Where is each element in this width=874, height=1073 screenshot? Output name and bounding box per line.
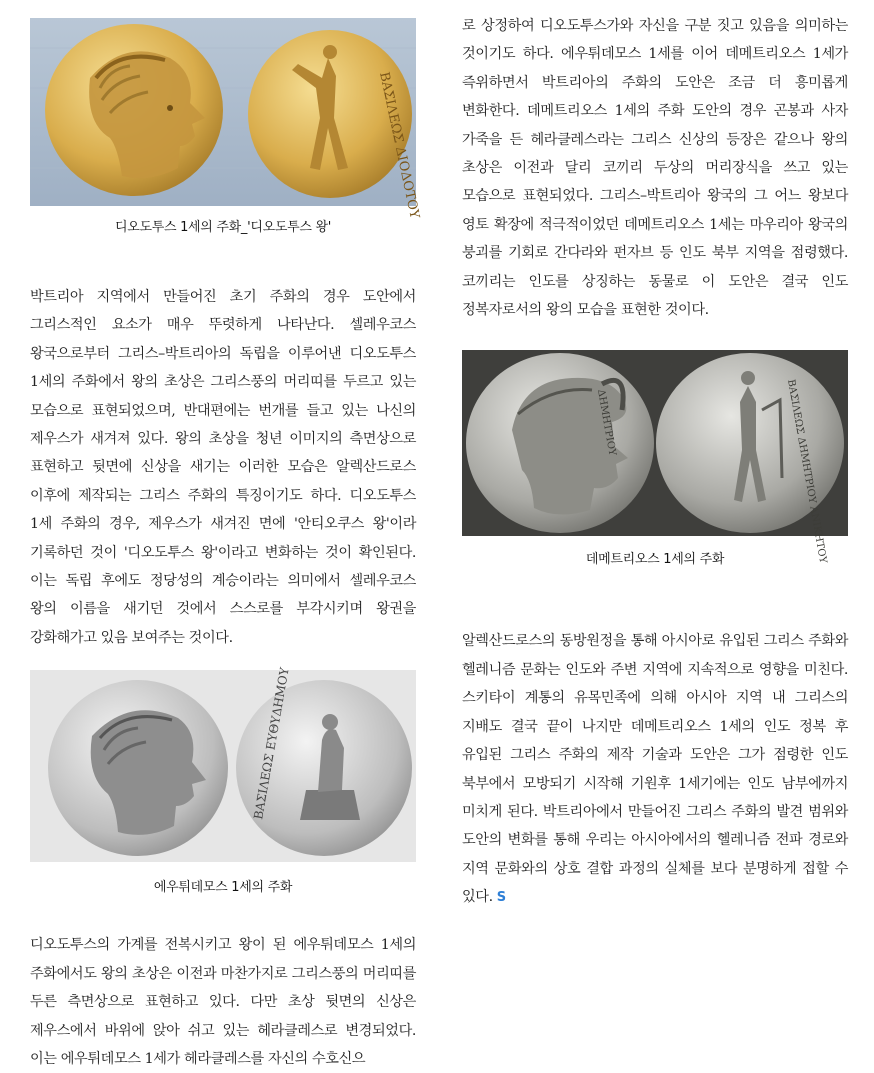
fig1-reverse-legend: ΒΑΣΙΛΕΩΣ ΔΙΟΔΟΤΟΥ	[376, 70, 422, 220]
paragraph-1: 박트리아 지역에서 만들어진 초기 주화의 경우 도안에서 그리스적인 요소가 매우 뚜렷하게 나타난다. 셀레우코스 왕국으로부터 그리스–박트리아의 독립을 이루어낸 디오도투스 1세의 주화에서 왕의 초상은 그리스풍의 머리띠를 두르고 있는 모습으로 표현되었으며, 반대편에는 번개를 들고 있는 나신의 제우스가 새겨져 있다. 왕의 초상을 청년 이미지의 측면상으로 표현하고 뒷면에 신상을 새기는 이러한 모습은 알렉산드로스 이후에 제작되는 그리스 주화의 특징이기도 하다. 디오도투스 1세 주화의 경우, 제우스가 새겨진 면에 '안티오쿠스 왕'이라 기록하던 것이 '디오도투스 왕'이라고 변화하는 것이 확인된다. 이는 독립 후에도 정당성의 계승이라는 의미에서 셀레우코스 왕의 이름을 새기던 것에서 스스로를 부각시키며 왕권을 강화해가고 있음 보여주는 것이다.	[30, 289, 416, 646]
right-column	[462, 12, 848, 913]
fig3-obverse-legend: ΔΗΜΗΤΡΙΟΥ	[595, 389, 618, 458]
paragraph-2: 디오도투스의 가계를 전복시키고 왕이 된 에우튀데모스 1세의 주화에서도 왕의 초상은 이전과 마찬가지로 그리스풍의 머리띠를 두른 측면상으로 표현하고 있다. 다만 초상 뒷면의 신상은 제우스에서 바위에 앉아 쉬고 있는 헤라클레스로 변경되었다. 이는 에우튀데모스 1세가 헤라클레스를 자신의 수호신으	[30, 937, 416, 1067]
euthydemus-coin-photo	[30, 666, 416, 862]
paragraph-4	[462, 627, 848, 912]
figure-demetrius-coin	[462, 350, 848, 567]
figure-euthydemus-coin	[30, 666, 416, 896]
fig3-reverse-legend: ΒΑΣΙΛΕΩΣ ΔΗΜΗΤΡΙΟΥ ΑΝΙΚΗΤΟΥ	[785, 379, 829, 565]
figure-caption: 디오도투스 1세의 주화_'디오도투스 왕'	[114, 220, 332, 235]
figure-caption: 데메트리오스 1세의 주화	[585, 552, 725, 568]
end-mark-icon: S	[496, 890, 506, 906]
figure-diodotus-coin	[30, 18, 422, 235]
diodotus-coin-photo	[30, 18, 422, 220]
paragraph-3: 로 상정하여 디오도투스가와 자신을 구분 짓고 있음을 의미하는 것이기도 하다. 에우튀데모스 1세를 이어 데메트리오스 1세가 즉위하면서 박트리아의 주화의 도안은 조금 더 흥미롭게 변화한다. 데메트리오스 1세의 주화 도안의 경우 곤봉과 사자 가죽을 든 헤라클레스라는 그리스 신상의 등장은 같으나 왕의 초상은 이전과 달리 코끼리 두상의 머리장식을 쓰고 있는 모습으로 표현되었다. 그리스–박트리아 왕국의 그 어느 왕보다 영토 확장에 적극적이었던 데메트리오스 1세는 마우리아 왕국의 붕괴를 기회로 간다라와 펀자브 등 인도 북부 지역을 점령했다. 코끼리는 인도를 상징하는 동물로 이 도안은 결국 인도 정복자로서의 왕의 모습을 표현한 것이다.	[462, 18, 848, 319]
fig2-reverse-legend: ΒΑΣΙΛΕΩΣ ΕΥΘΥΔΗΜΟΥ	[251, 666, 292, 821]
left-column	[30, 18, 422, 1073]
figure-caption: 에우튀데모스 1세의 주화	[153, 880, 293, 896]
euthydemus-coin-image	[30, 666, 416, 862]
diodotus-coin-image	[30, 18, 422, 220]
paragraph-4-text: 알렉산드로스의 동방원정을 통해 아시아로 유입된 그리스 주화와 헬레니즘 문화는 인도와 주변 지역에 지속적으로 영향을 미친다. 스키타이 계통의 유목민족에 의해 아시아 지역 내 그리스의 지배도 결국 끝이 나지만 데메트리오스 1세의 인도 정복 후 유입된 그리스 주화의 제작 기술과 도안은 그가 점령한 인도 북부에서 모방되기 시작해 기원후 1세기에는 인도 남부에까지 미치게 된다. 박트리아에서 만들어진 그리스 주화의 발견 범위와 도안의 변화를 통해 우리는 아시아에서의 헬레니즘 전파 경로와 지역 문화와의 상호 결합 과정의 실체를 보다 분명하게 접할 수 있다.	[462, 633, 848, 906]
